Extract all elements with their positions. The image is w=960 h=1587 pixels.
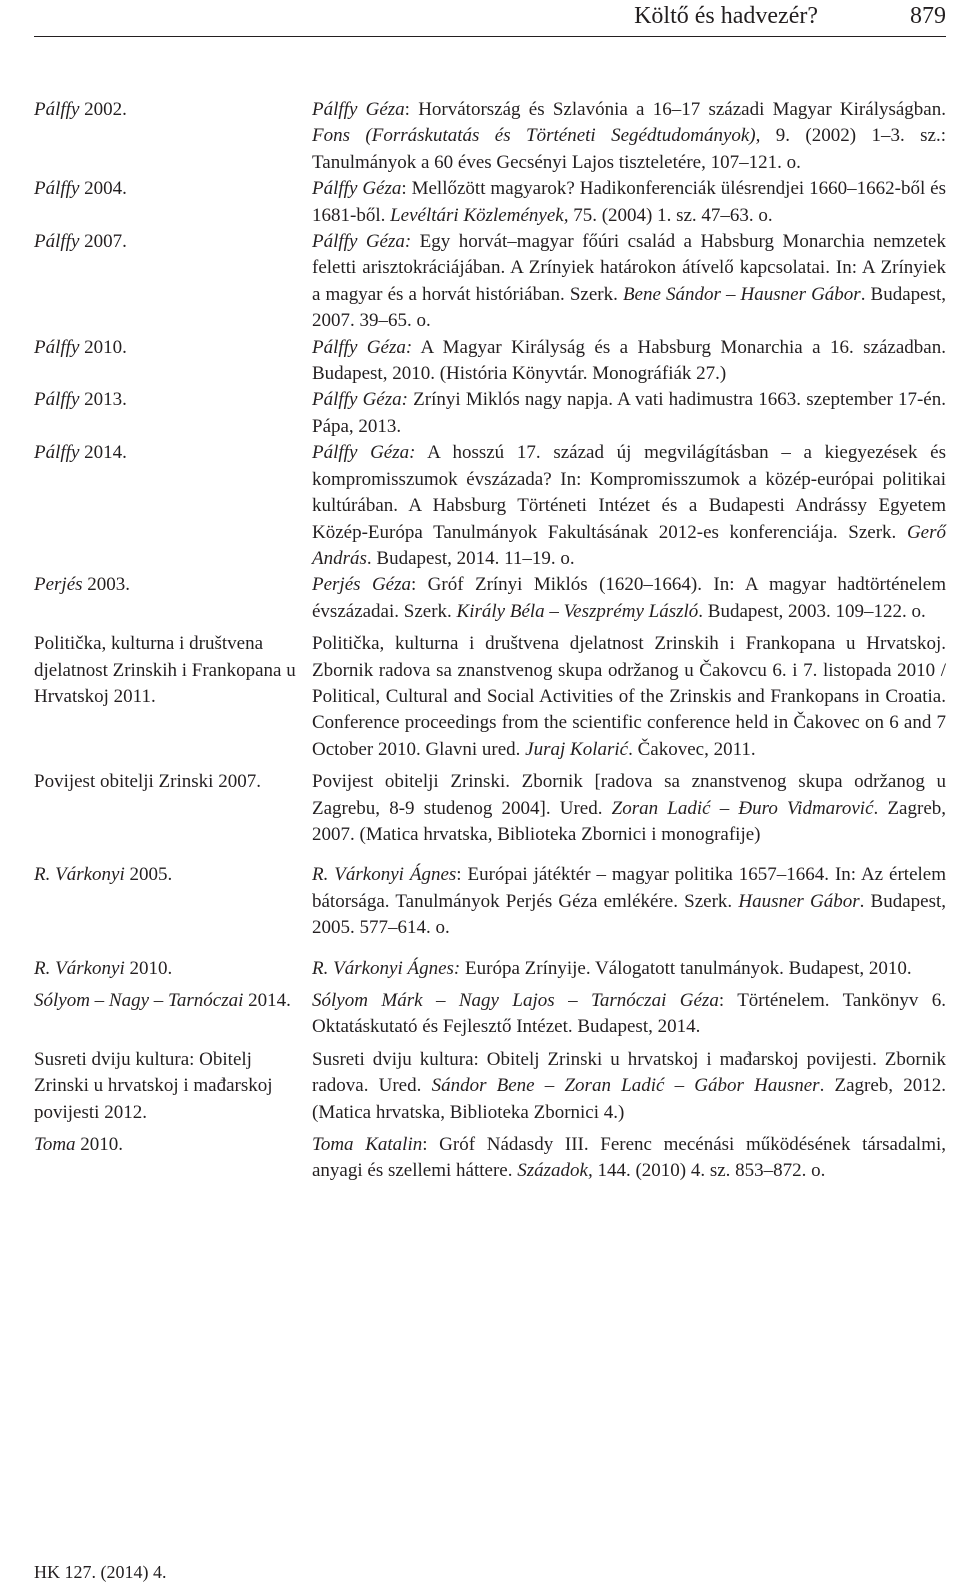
entry-key-rest: 2010. [79,336,127,358]
bibliography-entry [34,387,946,440]
entry-key-rest: Povijest obitelji Zrinski 2007. [34,771,261,793]
citation-text: . Zagreb, 2007. (Matica hrvatska, Biblioteka Zbornici i monografije) [312,797,947,845]
entry-key [34,440,296,466]
entry-key-rest: 2003. [82,574,131,596]
entry-citation [312,631,946,763]
citation-italic: Századok, [517,1160,593,1182]
entry-citation [312,1047,946,1126]
bibliography-entry [34,956,946,982]
entry-key-author: Pálffy [34,99,80,120]
citation-text: Susreti dviju kultura: Obitelj Zrinski u hrvatskoj i mađarskoj povijesti. Zbornik radova. Ured. [312,1048,946,1097]
citation-italic: Pálffy Géza: [312,442,416,464]
citation-italic: Juraj Kolarić [525,738,629,760]
citation-text: . Budapest, 2014. 11–19. o. [366,547,575,569]
citation-text: A Magyar Királyság és a Habsburg Monarchia a 16. században. Budapest, 2010. (História Könyvtár. Monográfiák 27.) [312,336,946,385]
citation-italic: Sólyom Márk – Nagy Lajos – Tarnóczai Géza [312,990,719,1011]
citation-text: Zrínyi Miklós nagy napja. A vati hadimustra 1663. szeptember 17-én. Pápa, 2013. [312,389,946,437]
entry-citation [312,387,946,440]
entry-key-rest: 2002. [79,99,127,120]
citation-text: . Budapest, 2005. 577–614. o. [312,890,946,939]
citation-text: Politička, kulturna i društvena djelatnost Zrinskih i Frankopana u Hrvatskoj. Zbornik radova sa znanstvenog skupa održanog u Čakovcu 6. i 7. listopada 2010 / Political, Cultural and Social Activities of the Zrinskis and Frankopans in Croatia. Conference proceedings from the scientific conference held in Čakovec on 6 and 7 October 2010. Glavni ured. [312,633,946,760]
citation-italic: Toma Katalin [312,1134,423,1156]
bibliography-entry [34,97,946,176]
bibliography-entry [34,229,946,335]
citation-italic: Hausner Gábor [738,890,860,912]
bibliography-entry [34,176,946,229]
entry-key [34,97,296,123]
citation-text: Európa Zrínyije. Válogatott tanulmányok. Budapest, 2010. [460,957,912,979]
entry-key-rest: 2013. [79,389,127,411]
entry-citation [312,769,946,848]
bibliography-entry [34,988,946,1041]
citation-text: : Horvátország és Szlavónia a 16–17 századi Magyar Királyságban. [404,99,946,120]
citation-italic: Pálffy Géza [312,99,405,120]
entry-citation [312,988,946,1041]
entry-key [34,988,296,1014]
citation-italic: Pálffy Géza: [312,336,413,358]
citation-text: . Budapest, 2007. 39–65. o. [312,283,946,332]
entry-key [34,335,296,361]
entry-citation [312,335,946,388]
entry-citation [312,572,946,625]
entry-key [34,1132,296,1158]
entry-key [34,769,296,795]
citation-text: . Zagreb, 2012. (Matica hrvatska, Biblioteka Zbornici 4.) [312,1075,946,1123]
citation-italic: Pálffy Géza: [312,389,408,411]
entry-citation [312,440,946,572]
entry-key [34,862,296,888]
entry-key [34,572,296,598]
citation-italic: Levéltári Közlemények, [390,204,569,226]
citation-italic: R. Várkonyi Ágnes: [312,957,461,979]
entry-key-author: Pálffy [34,442,80,464]
running-header [34,0,946,37]
bibliography-entry [34,1047,946,1126]
citation-text: 75. (2004) 1. sz. 47–63. o. [568,204,773,226]
entry-key-author: Sólyom – Nagy – Tarnóczai [34,990,244,1011]
entry-key [34,229,296,255]
journal-footer: HK 127. (2014) 4. [34,1562,167,1582]
citation-text: : Történelem. Tankönyv 6. Oktatáskutató és Fejlesztő Intézet. Budapest, 2014. [312,990,946,1038]
citation-text: . Čakovec, 2011. [628,738,756,760]
entry-citation [312,97,946,176]
entry-key [34,1047,296,1126]
bibliography-entry [34,1132,946,1185]
citation-italic: Gerő András [312,521,946,569]
citation-text: : Gróf Nádasdy III. Ferenc mecénási működésének társadalmi, anyagi és szellemi háttere. [312,1134,946,1182]
entry-key-rest: 2010. [75,1134,124,1156]
entry-citation [312,176,946,229]
citation-text: Povijest obitelji Zrinski. Zbornik [radova sa znanstvenog skupa održanog u Zagrebu, 8-9 studenog 2004]. Ured. [312,771,946,819]
entry-key-rest: 2014. [79,442,127,464]
page-number: 879 [910,3,946,29]
entry-citation [312,862,946,941]
entry-key-rest: Politička, kulturna i društvena djelatnost Zrinskih i Frankopana u Hrvatskoj 2011. [34,633,296,707]
entry-key-author: Pálffy [34,178,80,200]
running-title: Költő és hadvezér? [634,3,818,29]
entry-key [34,956,296,982]
citation-text: 9. (2002) 1–3. sz.: Tanulmányok a 60 éves Gecsényi Lajos tiszteletére, 107–121. o. [312,125,946,173]
citation-text: 144. (2010) 4. sz. 853–872. o. [592,1160,826,1182]
citation-italic: Bene Sándor – Hausner Gábor [622,283,861,305]
entry-citation [312,956,946,982]
entry-key-rest: 2005. [124,864,173,886]
entry-key-author: Perjés [34,574,83,596]
citation-italic: Pálffy Géza: [312,231,412,253]
citation-text: : Mellőzött magyarok? Hadikonferenciák ülésrendjei 1660–1662-ből és 1681-ből. [312,178,946,226]
citation-italic: Zoran Ladić – Đuro Vidmarović [611,797,874,819]
citation-italic: Király Béla – Veszprémy László [456,600,699,622]
entry-key-author: R. Várkonyi [34,864,125,886]
bibliography-entry [34,572,946,625]
citation-italic: Pálffy Géza [312,178,402,200]
citation-italic: Perjés Géza [312,574,411,596]
entry-key-rest: 2014. [243,990,291,1011]
entry-key-rest: 2010. [124,957,173,979]
entry-key-author: Toma [34,1134,76,1156]
bibliography-entry [34,440,946,572]
entry-citation [312,1132,946,1185]
citation-italic: R. Várkonyi Ágnes [312,864,457,886]
entry-citation [312,229,946,335]
citation-text: Egy horvát–magyar főúri család a Habsburg Monarchia nemzetek feletti arisztokráciájában. A Zrínyiek határokon átívelő kapcsolatai. In: A Zrínyiek a magyar és a horvát históriában. Szerk. [312,231,946,305]
bibliography-entry [34,769,946,848]
entry-key [34,176,296,202]
entry-key-author: Pálffy [34,336,80,358]
bibliography-entry [34,631,946,763]
citation-text: : Európai játéktér – magyar politika 1657–1664. In: Az értelem bátorsága. Tanulmányok Perjés Géza emlékére. Szerk. [312,864,946,912]
citation-text: : Gróf Zrínyi Miklós (1620–1664). In: A magyar hadtörténelem évszázadai. Szerk. [312,574,946,622]
citation-text: A hosszú 17. század új megvilágításban – a kiegyezések és kompromisszumok évszázada? In: Kompromisszumok a közép-európai politikai kultúrában. A Habsburg Történeti Intézet és a Budapesti Andrássy Egyetem Közép-Európa Tanulmányok Fakultásának 2012-es konferenciája. Szerk. [312,442,946,543]
bibliography-entry [34,862,946,941]
entry-key-rest: 2004. [79,178,127,200]
entry-key-rest: 2007. [79,231,127,253]
entry-key [34,387,296,413]
bibliography-entry [34,335,946,388]
entry-key-rest: Susreti dviju kultura: Obitelj Zrinski u hrvatskoj i mađarskoj povijesti 2012. [34,1048,273,1123]
entry-key-author: Pálffy [34,231,80,253]
bibliography-list [34,97,946,1185]
citation-italic: Fons (Forráskutatás és Történeti Segédtudományok), [312,125,761,147]
entry-key [34,631,296,710]
entry-key-author: Pálffy [34,389,80,411]
citation-italic: Sándor Bene – Zoran Ladić – Gábor Hausner [431,1075,820,1097]
citation-text: . Budapest, 2003. 109–122. o. [698,600,926,622]
entry-key-author: R. Várkonyi [34,957,125,979]
